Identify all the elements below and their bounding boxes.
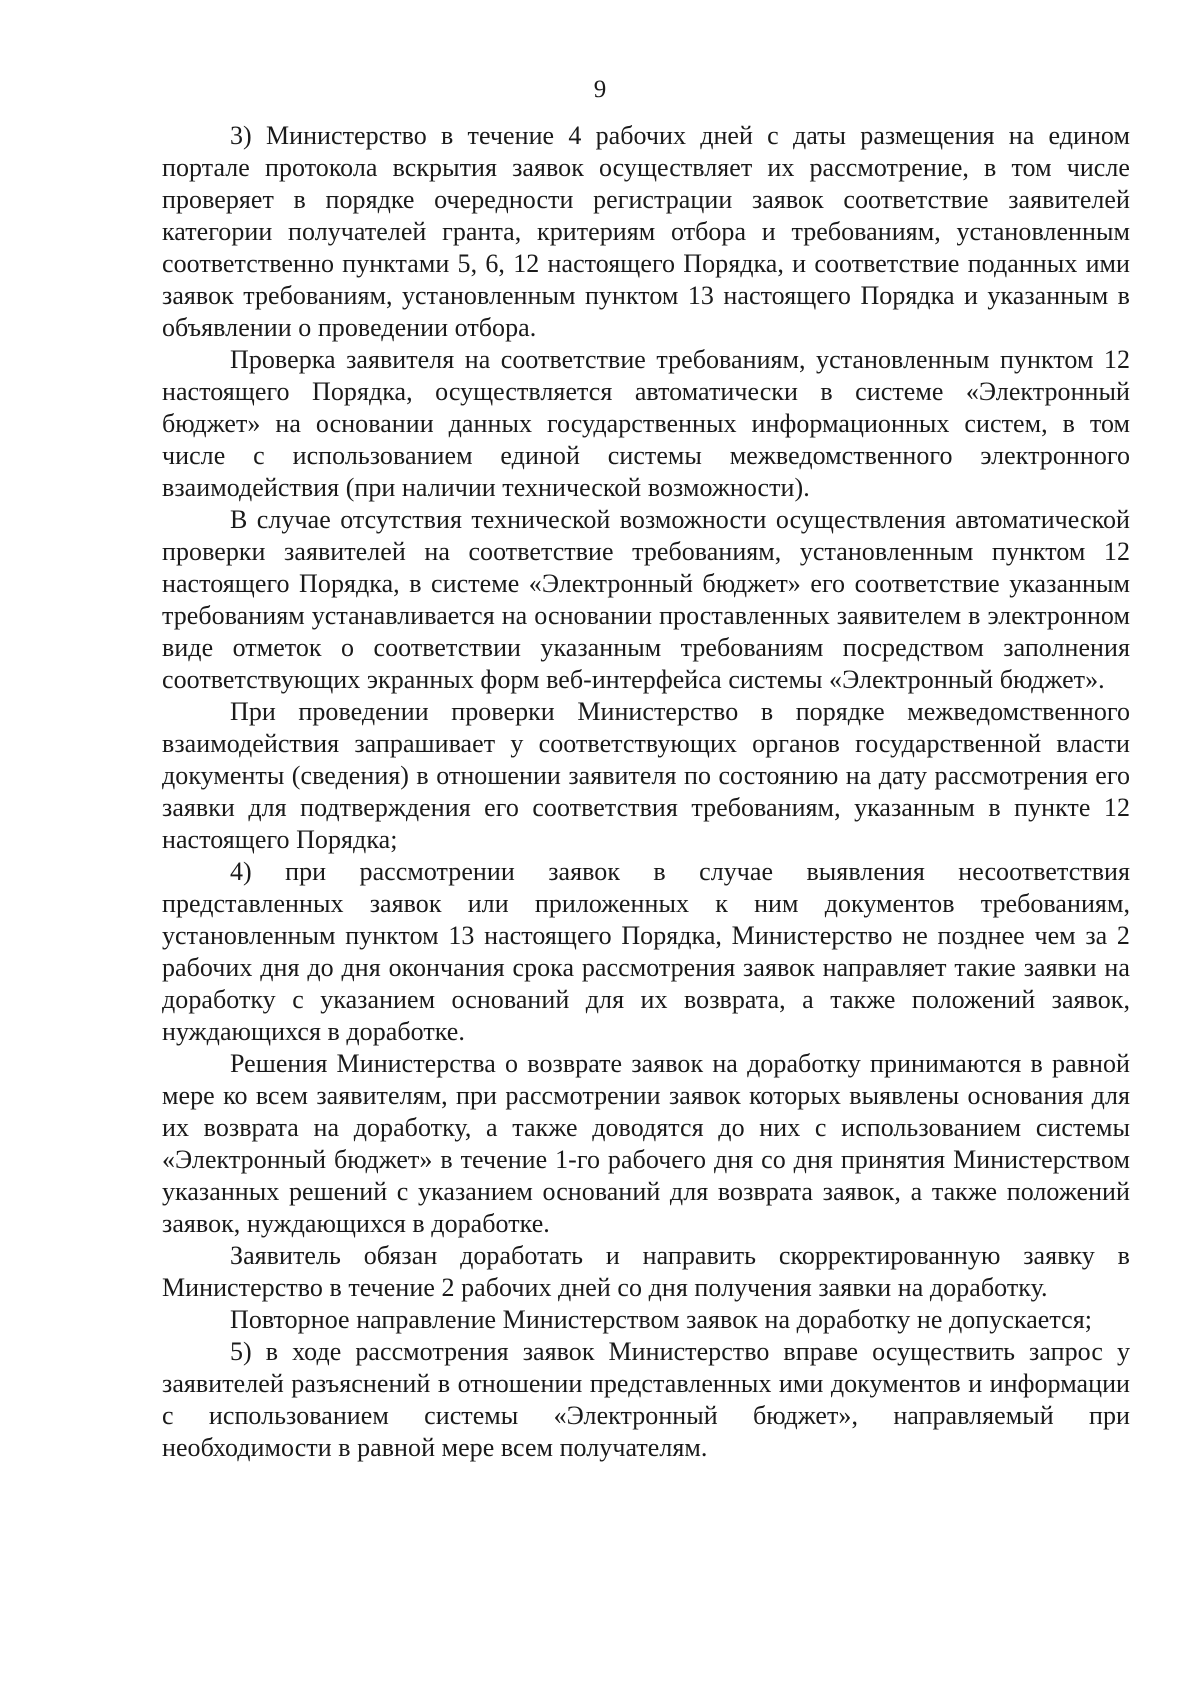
paragraph-automatic-check: Проверка заявителя на соответствие требованиям, установленным пунктом 12 настоящего Порядка, осуществляется автоматически в системе «Электронный бюджет» на основании данных государственных информационных систем, в том числе с использованием единой системы межведомственного электронного взаимодействия (при наличии технической возможности). bbox=[162, 345, 1130, 502]
paragraph-repeat-return: Повторное направление Министерством заявок на доработку не допускается; bbox=[230, 1305, 1092, 1334]
document-body bbox=[162, 120, 1130, 1464]
paragraph-resubmission: Заявитель обязан доработать и направить скорректированную заявку в Министерство в течение 2 рабочих дней со дня получения заявки на доработку. bbox=[162, 1241, 1130, 1302]
paragraph-return-decisions: Решения Министерства о возврате заявок на доработку принимаются в равной мере ко всем заявителям, при рассмотрении заявок которых выявлены основания для их возврата на доработку, а также доводятся до них с использованием системы «Электронный бюджет» в течение 1-го рабочего дня со дня принятия Министерством указанных решений с указанием оснований для возврата заявок, а также положений заявок, нуждающихся в доработке. bbox=[162, 1049, 1130, 1238]
paragraph-item-4: 4) при рассмотрении заявок в случае выявления несоответствия представленных заявок или приложенных к ним документов требованиям, установленным пунктом 13 настоящего Порядка, Министерство не позднее чем за 2 рабочих дня до дня окончания срока рассмотрения заявок направляет такие заявки на доработку с указанием оснований для их возврата, а также положений заявок, нуждающихся в доработке. bbox=[162, 857, 1130, 1046]
paragraph-item-5: 5) в ходе рассмотрения заявок Министерство вправе осуществить запрос у заявителей разъяснений в отношении представленных ими документов и информации с использованием системы «Электронный бюджет», направляемый при необходимости в равной мере всем получателям. bbox=[162, 1337, 1130, 1462]
paragraph-interagency-request: При проведении проверки Министерство в порядке межведомственного взаимодействия запрашивает у соответствующих органов государственной власти документы (сведения) в отношении заявителя по состоянию на дату рассмотрения его заявки для подтверждения его соответствия требованиям, указанным в пункте 12 настоящего Порядка; bbox=[162, 697, 1130, 854]
paragraph-manual-check: В случае отсутствия технической возможности осуществления автоматической проверки заявителей на соответствие требованиям, установленным пунктом 12 настоящего Порядка, в системе «Электронный бюджет» его соответствие указанным требованиям устанавливается на основании проставленных заявителем в электронном виде отметок о соответствии указанным требованиям посредством заполнения соответствующих экранных форм веб-интерфейса системы «Электронный бюджет». bbox=[162, 505, 1130, 694]
paragraph-item-3: 3) Министерство в течение 4 рабочих дней с даты размещения на едином портале протокола вскрытия заявок осуществляет их рассмотрение, в том числе проверяет в порядке очередности регистрации заявок соответствие заявителей категории получателей гранта, критериям отбора и требованиям, установленным соответственно пунктами 5, 6, 12 настоящего Порядка, и соответствие поданных ими заявок требованиям, установленным пунктом 13 настоящего Порядка и указанным в объявлении о проведении отбора. bbox=[162, 121, 1130, 342]
page-number: 9 bbox=[593, 76, 607, 103]
